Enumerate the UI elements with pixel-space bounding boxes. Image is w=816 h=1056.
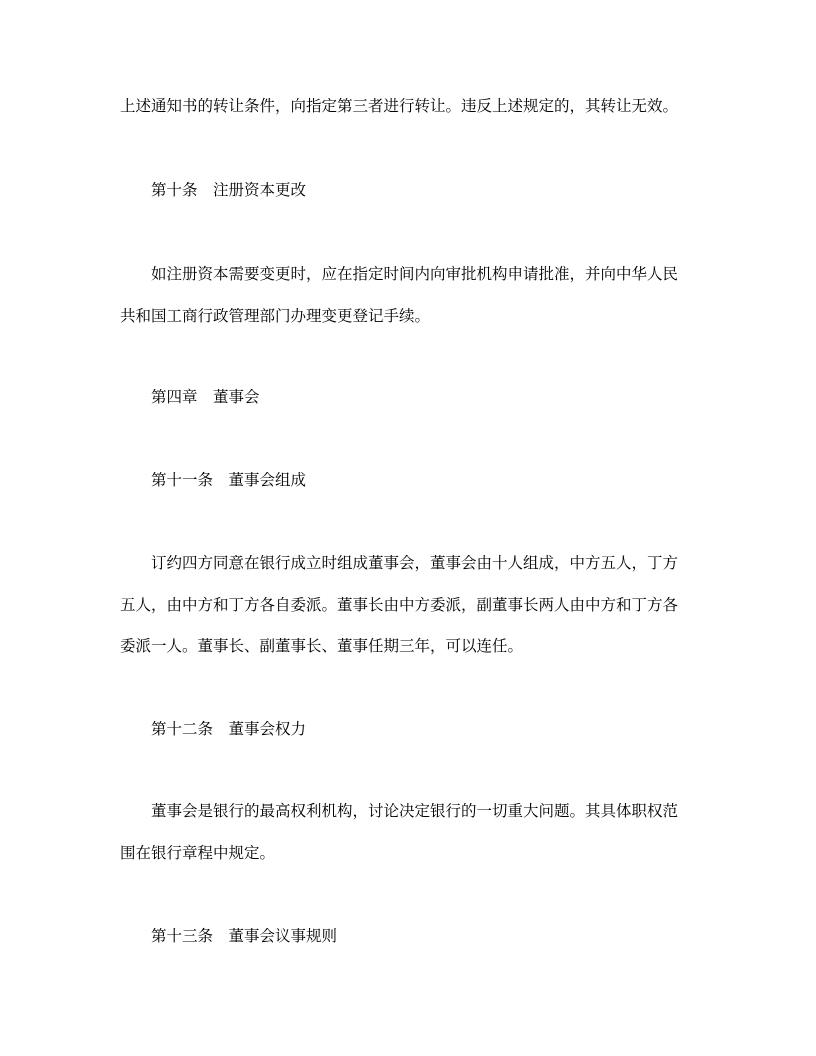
- article-heading: 第十二条 董事会权力: [151, 720, 307, 738]
- chapter-heading: 第四章 董事会: [151, 388, 260, 406]
- paragraph-line: 如注册资本需要变更时，应在指定时间内向审批机构申请批准，并向中华人民: [151, 265, 679, 283]
- article-heading: 第十一条 董事会组成: [151, 471, 307, 489]
- article-heading: 第十条 注册资本更改: [151, 181, 307, 199]
- article-heading: 第十三条 董事会议事规则: [151, 927, 338, 945]
- paragraph-line: 上述通知书的转让条件，向指定第三者进行转让。违反上述规定的，其转让无效。: [120, 97, 679, 115]
- paragraph-line: 董事会是银行的最高权利机构，讨论决定银行的一切重大问题。其具体职权范: [151, 802, 679, 820]
- paragraph-line: 共和国工商行政管理部门办理变更登记手续。: [120, 307, 431, 325]
- paragraph-line: 订约四方同意在银行成立时组成董事会，董事会由十人组成，中方五人，丁方: [151, 554, 679, 572]
- paragraph-line: 围在银行章程中规定。: [120, 844, 276, 862]
- paragraph-line: 委派一人。董事长、副董事长、董事任期三年，可以连任。: [120, 637, 524, 655]
- paragraph-line: 五人，由中方和丁方各自委派。董事长由中方委派，副董事长两人由中方和丁方各: [120, 596, 679, 614]
